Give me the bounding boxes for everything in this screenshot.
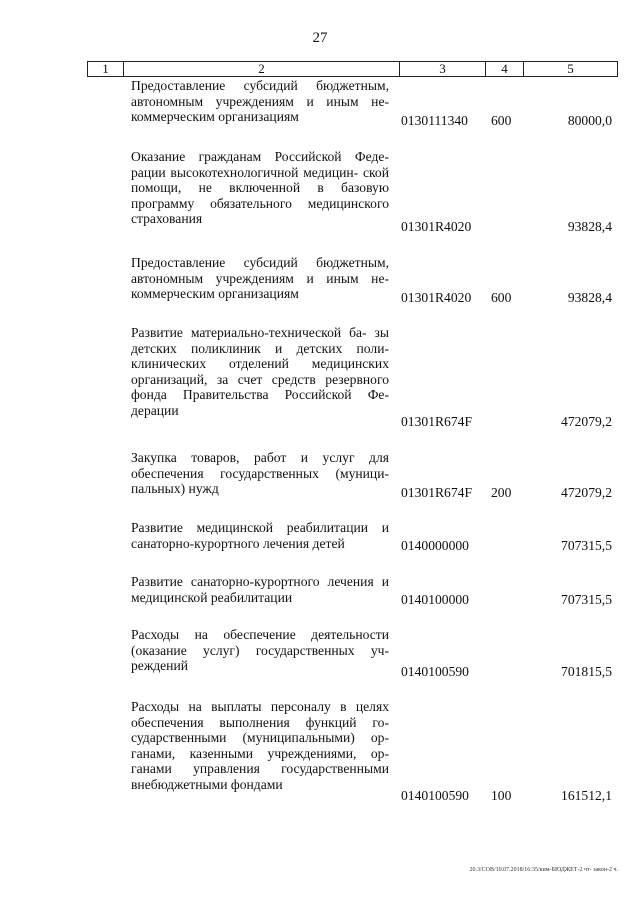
header-col-5: 5 [567, 61, 574, 76]
row-description: Предоставление субсидий бюджетным, автономным учреждениям и иным не- коммерческим организациям [131, 78, 389, 124]
row-amount: 93828,4 [567, 290, 612, 305]
row-amount: 161512,1 [561, 788, 612, 803]
row-code: 0140100000 [401, 592, 469, 607]
row-code: 01301R674F [401, 485, 473, 500]
row-code: 01301R4020 [401, 219, 472, 234]
header-col-4: 4 [486, 62, 524, 76]
row-code: 01301R4020 [401, 290, 472, 305]
row-description: Предоставление субсидий бюджетным, автономным учреждениям и иным не- коммерческим организациям [131, 255, 389, 301]
row-description: Развитие медицинской реабилитации и санаторно-курортного лечения детей [131, 520, 389, 551]
row-description: Развитие санаторно-курортного лечения и медицинской реабилитации [131, 574, 389, 605]
row-amount: 701815,5 [561, 664, 612, 679]
row-code: 0130111340 [401, 113, 468, 128]
row-code: 0140100590 [401, 664, 469, 679]
row-expense-type: 600 [491, 290, 512, 305]
row-amount: 472079,2 [561, 485, 612, 500]
row-description: Развитие материально-технической ба- зы детских поликлиник и детских поли- клинических отделений медицинских организаций, за счет средств резервного фонда Правительства Российской Фе- дерации [131, 325, 389, 418]
row-amount: 472079,2 [561, 414, 612, 429]
page-number: 27 [312, 30, 328, 46]
header-col-1: 1 [88, 62, 124, 76]
row-description: Расходы на выплаты персоналу в целях обеспечения выполнения функций го- сударственными (муниципальными) ор- ганами, казенными учреждениями, ор- ганами управления государственными внебюджетными фондами [131, 699, 389, 792]
header-col-3: 3 [400, 62, 486, 76]
row-expense-type: 200 [491, 485, 512, 500]
table-header [87, 61, 618, 77]
row-amount: 80000,0 [567, 113, 612, 128]
row-description: Закупка товаров, работ и услуг для обеспечения государственных (муници- пальных) нужд [131, 450, 389, 496]
header-col-2: 2 [124, 62, 400, 76]
row-amount: 707315,5 [561, 538, 612, 553]
row-description: Оказание гражданам Российской Феде- рации высокотехнологичной медицин- ской помощи, не включенной в базовую программу обязательного медицинского страхования [131, 149, 389, 226]
row-amount: 93828,4 [567, 219, 612, 234]
row-code: 01301R674F [401, 414, 473, 429]
row-amount: 707315,5 [561, 592, 612, 607]
row-description: Расходы на обеспечение деятельности (оказание услуг) государственных уч- реждений [131, 627, 389, 673]
row-expense-type: 600 [491, 113, 512, 128]
document-footer-stamp: 20.3/СОВ/10.07.2018/16:35/ким-БЮДЖЕТ-2 чт- закон-2 ч. [469, 867, 618, 873]
row-code: 0140000000 [401, 538, 469, 553]
row-code: 0140100590 [401, 788, 469, 803]
row-expense-type: 100 [491, 788, 512, 803]
